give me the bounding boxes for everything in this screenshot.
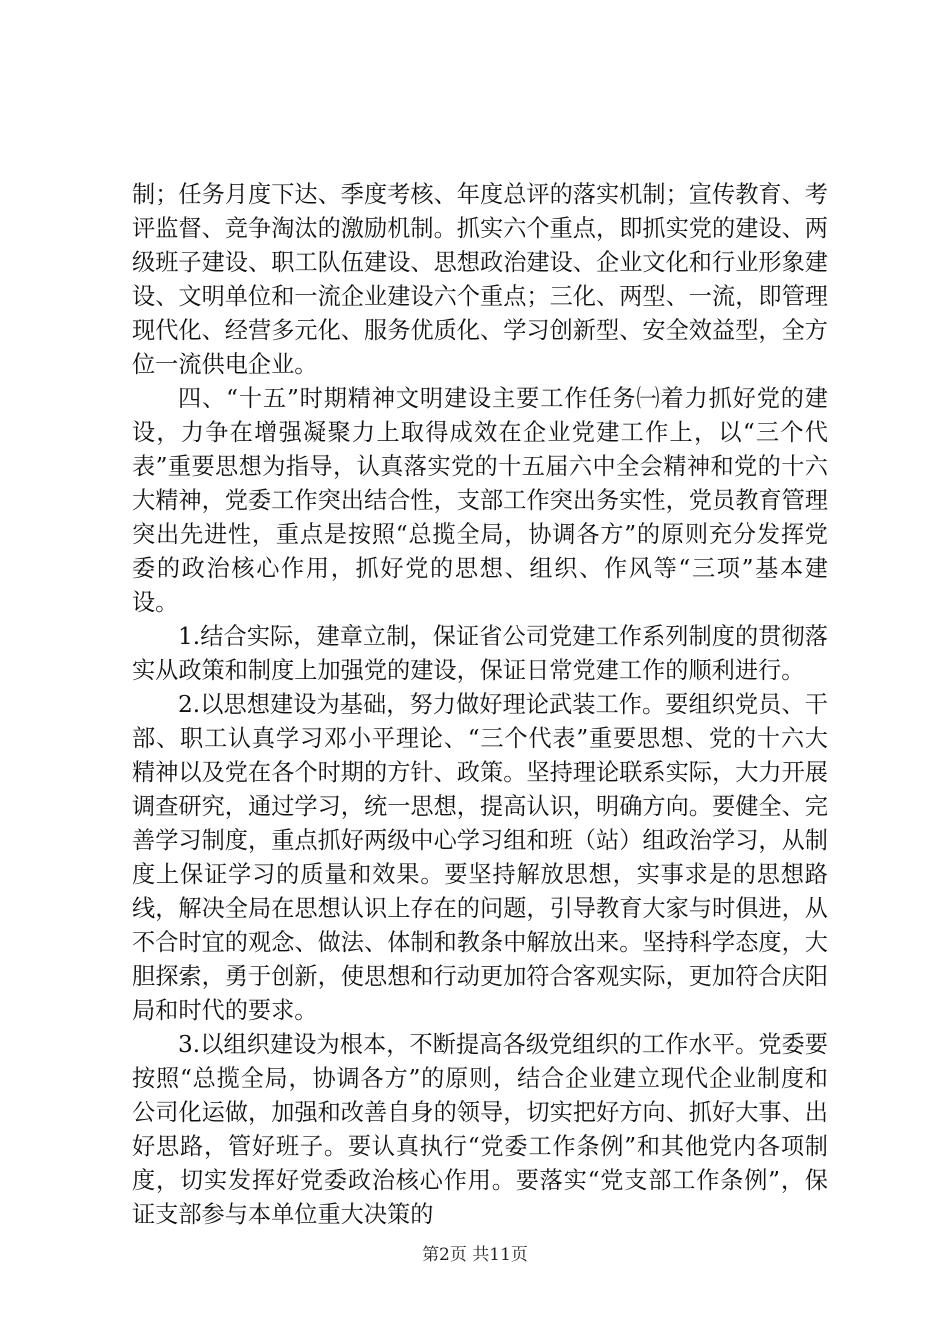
paragraph-5: 3.以组织建设为根本，不断提高各级党组织的工作水平。党委要按照“总揽全局，协调各方”的原则，结合企业建立现代企业制度和公司化运做，加强和改善自身的领导，切实把好方向、抓好大事、出好思路，管好班子。要认真执行“党委工作条例”和其他党内各项制度，切实发挥好党委政治核心作用。要落实“党支部工作条例”，保证支部参与本单位重大决策的 (132, 1031, 828, 1228)
paragraph-1: 制；任务月度下达、季度考核、年度总评的落实机制；宣传教育、考评监督、竞争淘汰的激励机制。抓实六个重点，即抓实党的建设、两级班子建设、职工队伍建设、思想政治建设、企业文化和行业形象建设、文明单位和一流企业建设六个重点；三化、两型、一流，即管理现代化、经营多元化、服务优质化、学习创新型、安全效益型，全方位一流供电企业。 (132, 181, 828, 378)
paragraph-4: 2.以思想建设为基础，努力做好理论武装工作。要组织党员、干部、职工认真学习邓小平理论、“三个代表”重要思想、党的十六大精神以及党在各个时期的方针、政策。坚持理论联系实际，大力开展调查研究，通过学习，统一思想，提高认识，明确方向。要健全、完善学习制度，重点抓好两级中心学习组和班（站）组政治学习，从制度上保证学习的质量和效果。要坚持解放思想，实事求是的思想路线，解决全局在思想认识上存在的问题，引导教育大家与时俱进，从不合时宜的观念、做法、体制和教条中解放出来。坚持科学态度，大胆探索，勇于创新，使思想和行动更加符合客观实际，更加符合庆阳局和时代的要求。 (132, 691, 828, 1024)
page-number-footer: 第2页 共11页 (422, 1245, 528, 1265)
paragraph-3: 1.结合实际，建章立制，保证省公司党建工作系列制度的贯彻落实从政策和制度上加强党的建设，保证日常党建工作的顺利进行。 (132, 623, 828, 684)
paragraph-2: 四、“十五”时期精神文明建设主要工作任务㈠着力抓好党的建设，力争在增强凝聚力上取得成效在企业党建工作上，以“三个代表”重要思想为指导，认真落实党的十五届六中全会精神和党的十六大精神，党委工作突出结合性，支部工作突出务实性，党员教育管理突出先进性，重点是按照“总揽全局，协调各方”的原则充分发挥党委的政治核心作用，抓好党的思想、组织、作风等“三项”基本建设。 (132, 385, 828, 616)
document-body (132, 178, 828, 1232)
